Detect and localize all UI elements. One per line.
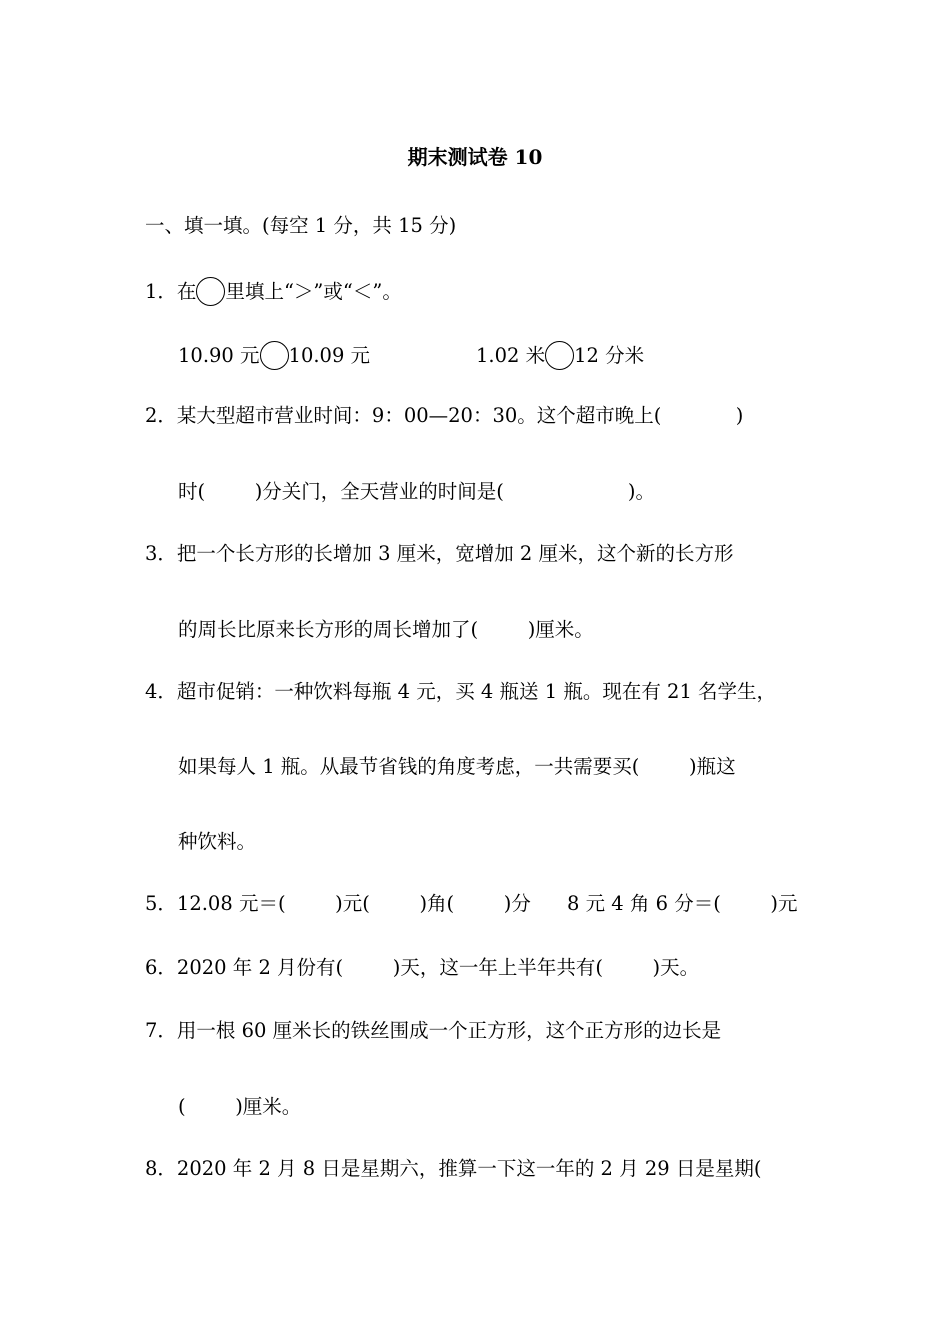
value-text: 1.02 米 <box>476 344 546 367</box>
question-8 <box>145 1159 761 1179</box>
question-3-line-2: 的周长比原来长方形的周长增加了( )厘米。 <box>178 618 594 641</box>
comparison-circle[interactable] <box>545 341 574 370</box>
question-number: 2． <box>145 404 177 427</box>
question-text: 某大型超市营业时间：9：00—20：30。这个超市晚上( ) <box>176 404 744 427</box>
question-text: 2020 年 2 月份有( )天，这一年上半年共有( )天。 <box>176 956 700 979</box>
question-number: 1． <box>145 280 177 303</box>
question-text: 把一个长方形的长增加 3 厘米，宽增加 2 厘米，这个新的长方形 <box>176 542 734 565</box>
question-3 <box>145 544 734 564</box>
comparison-left <box>178 341 370 370</box>
question-number: 4． <box>145 680 177 703</box>
value-text: 10.90 元 <box>178 344 260 367</box>
question-number: 7． <box>145 1019 177 1042</box>
value-text: 10.09 元 <box>288 344 371 367</box>
question-4 <box>145 682 776 702</box>
question-text: 用一根 60 厘米长的铁丝围成一个正方形，这个正方形的边长是 <box>176 1019 722 1042</box>
question-text: 12.08 元＝( )元( )角( )分 <box>176 892 531 915</box>
question-1 <box>145 277 402 306</box>
question-number: 5． <box>145 892 177 915</box>
comparison-circle[interactable] <box>196 277 225 306</box>
question-6 <box>145 958 699 978</box>
question-7-line-2: ( )厘米。 <box>178 1095 302 1118</box>
question-text: 超市促销：一种饮料每瓶 4 元，买 4 瓶送 1 瓶。现在有 21 名学生， <box>176 680 777 703</box>
question-2 <box>145 406 743 426</box>
question-4-line-2: 如果每人 1 瓶。从最节省钱的角度考虑，一共需要买( )瓶这 <box>178 755 736 778</box>
question-text: 在 <box>176 280 197 303</box>
question-text: 里填上“＞”或“＜”。 <box>225 280 402 303</box>
section-heading: 一、填一填。(每空 1 分，共 15 分) <box>145 214 457 237</box>
comparison-right <box>476 341 644 370</box>
question-number: 8． <box>145 1157 177 1180</box>
value-text: 12 分米 <box>574 344 645 367</box>
question-number: 6． <box>145 956 177 979</box>
page-title: 期末测试卷 10 <box>407 145 543 169</box>
question-5-part-2: 8 元 4 角 6 分＝( )元 <box>567 892 798 915</box>
question-4-line-3: 种饮料。 <box>178 830 257 853</box>
comparison-circle[interactable] <box>260 341 289 370</box>
question-number: 3． <box>145 542 177 565</box>
question-7 <box>145 1021 721 1041</box>
question-5 <box>145 894 531 914</box>
question-2-line-2: 时( )分关门，全天营业的时间是( )。 <box>178 480 655 503</box>
question-text: 2020 年 2 月 8 日是星期六，推算一下这一年的 2 月 29 日是星期( <box>176 1157 762 1180</box>
